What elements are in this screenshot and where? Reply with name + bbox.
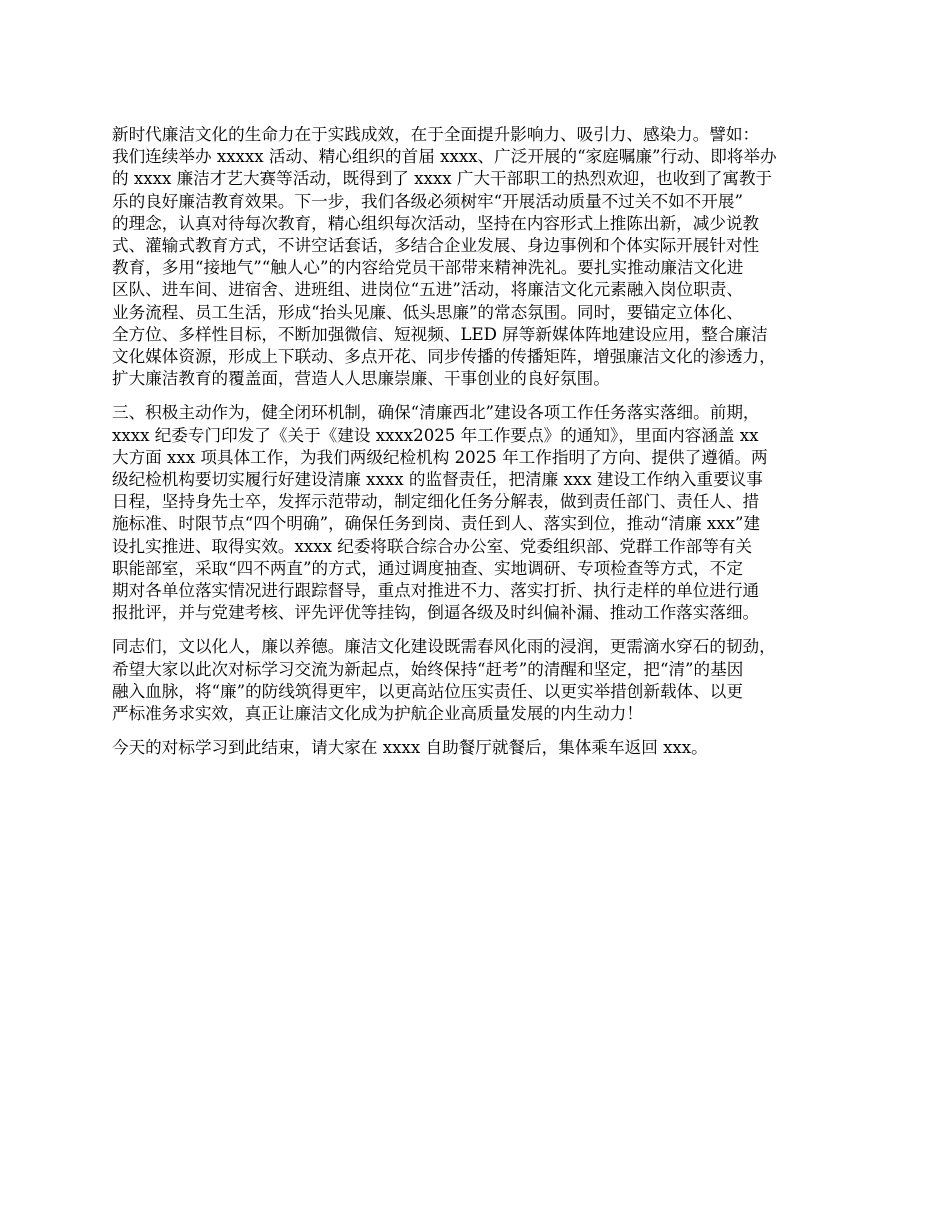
text-line: 扩大廉洁教育的覆盖面，营造人人思廉崇廉、干事创业的良好氛围。 (112, 369, 610, 389)
paragraph-conclusion (112, 737, 858, 759)
text-line: 的 xxxx 廉洁才艺大赛等活动，既得到了 xxxx 广大干部职工的热烈欢迎，也收到了寓教于 (112, 169, 773, 189)
text-line: 大方面 xxx 项具体工作，为我们两级纪检机构 2025 年工作指明了方向、提供了遵循。两 (112, 447, 768, 467)
text-line: 业务流程、员工生活，形成“抬头见廉、低头思廉”的常态氛围。同时，要锚定立体化、 (112, 302, 743, 322)
text-line: xxxx 纪委专门印发了《关于《建设 xxxx2025 年工作要点》的通知》，里面内容涵盖 xx (112, 425, 759, 445)
text-line: 的理念，认真对待每次教育，精心组织每次活动，坚持在内容形式上推陈出新，减少说教 (112, 213, 760, 233)
text-line: 日程，坚持身先士卒，发挥示范带动，制定细化任务分解表，做到责任部门、责任人、措 (112, 492, 760, 512)
text-line: 设扎实推进、取得实效。xxxx 纪委将联合综合办公室、党委组织部、党群工作部等有关 (112, 536, 753, 556)
text-line: 期对各单位落实情况进行跟踪督导，重点对推进不力、落实打折、执行走样的单位进行通 (112, 581, 760, 601)
paragraph-closing-remarks (112, 636, 858, 725)
text-line: 今天的对标学习到此结束，请大家在 xxxx 自助餐厅就餐后，集体乘车返回 xxx。 (112, 738, 708, 758)
text-line: 报批评，并与党建考核、评先评优等挂钩，倒逼各级及时纠偏补漏、推动工作落实落细。 (112, 603, 760, 623)
text-line: 职能部室，采取“四不两直”的方式，通过调度抽查、实地调研、专项检查等方式，不定 (112, 558, 743, 578)
text-line: 希望大家以此次对标学习交流为新起点，始终保持“赶考”的清醒和坚定，把“清”的基因 (112, 659, 744, 679)
text-line: 施标准、时限节点“四个明确”，确保任务到岗、责任到人、落实到位，推动“清廉 xxx”建 (112, 514, 761, 534)
text-line: 级纪检机构要切实履行好建设清廉 xxxx 的监督责任，把清廉 xxx 建设工作纳入重要议事 (112, 470, 763, 490)
text-line: 同志们，文以化人，廉以养德。廉洁文化建设既需春风化雨的浸润，更需滴水穿石的韧劲， (112, 637, 776, 657)
text-line: 式、灌输式教育方式，不讲空话套话，多结合企业发展、身边事例和个体实际开展针对性 (112, 236, 760, 256)
text-line: 我们连续举办 xxxxx 活动、精心组织的首届 xxxx、广泛开展的“家庭嘱廉”行动、即将举办 (112, 147, 777, 167)
text-line: 文化媒体资源，形成上下联动、多点开花、同步传播的传播矩阵，增强廉洁文化的渗透力， (112, 347, 776, 367)
paragraph-practice-effect (112, 124, 858, 390)
text-line: 严标准务求实效，真正让廉洁文化成为护航企业高质量发展的内生动力！ (112, 704, 643, 724)
text-line: 教育，多用“接地气”“触人心”的内容给党员干部带来精神洗礼。要扎实推动廉洁文化进 (112, 258, 744, 278)
text-line: 新时代廉洁文化的生命力在于实践成效，在于全面提升影响力、吸引力、感染力。譬如： (112, 125, 760, 144)
text-line: 全方位、多样性目标，不断加强微信、短视频、LED 屏等新媒体阵地建设应用，整合廉洁 (112, 324, 768, 344)
paragraph-closed-loop-mechanism (112, 402, 858, 624)
text-line: 融入血脉，将“廉”的防线筑得更牢，以更高站位压实责任、以更实举措创新载体、以更 (112, 681, 743, 701)
text-line: 三、积极主动作为，健全闭环机制，确保“清廉西北”建设各项工作任务落实落细。前期， (112, 403, 760, 423)
text-line: 区队、进车间、进宿舍、进班组、进岗位“五进”活动，将廉洁文化元素融入岗位职责、 (112, 280, 743, 300)
document-body (112, 124, 858, 771)
text-line: 乐的良好廉洁教育效果。下一步，我们各级必须树牢“开展活动质量不过关不如不开展” (112, 191, 743, 211)
